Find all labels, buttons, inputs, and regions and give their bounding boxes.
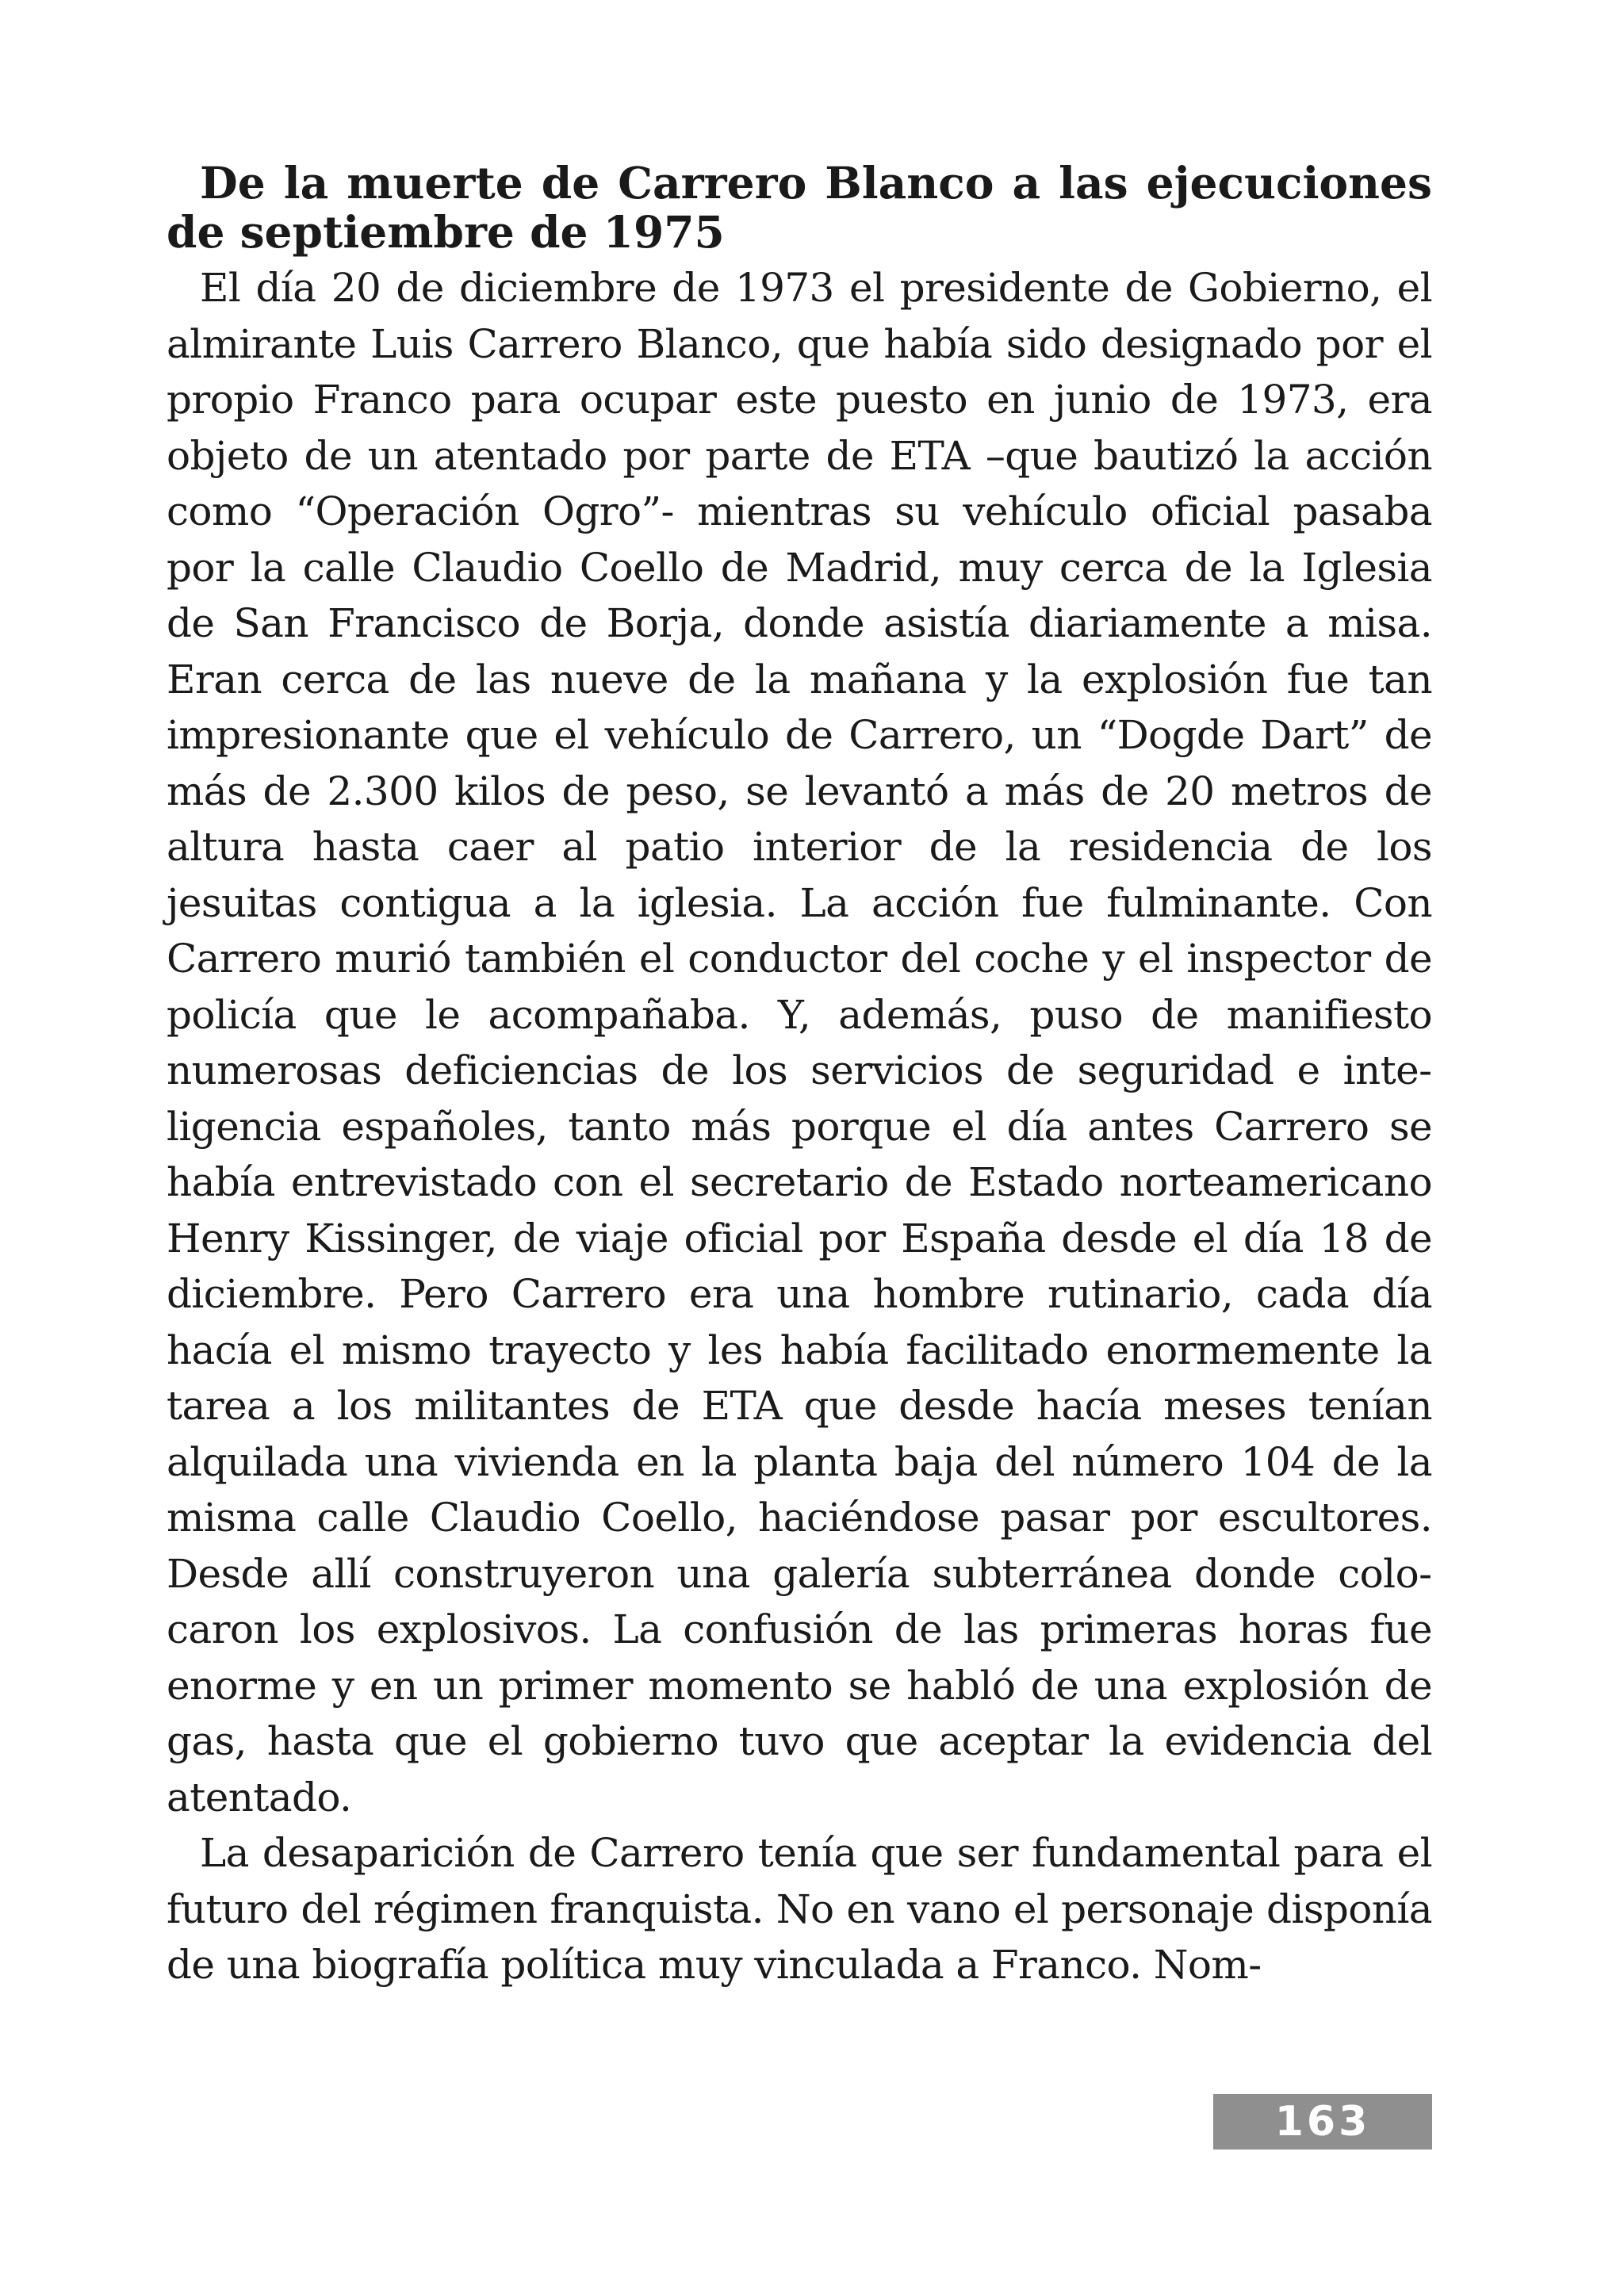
page-content [167, 159, 1432, 1993]
page-number-box [1213, 2094, 1432, 2150]
section-heading: De la muerte de Carrero Blanco a las ejecuciones de septiembre de 1975 [167, 157, 1432, 258]
body-paragraph-1: El día 20 de diciembre de 1973 el presidente de Gobierno, el almirante Luis Carrero Blanco, que había sido designado por el propio Franco para ocupar este puesto en junio de 1973, era objeto de un atentado por parte de ETA –que bautizó la acción como “Operación Ogro”- mientras su vehículo oficial pasaba por la calle Claudio Coello de Madrid, muy cerca de la Iglesia de San Francisco de Borja, donde asistía diariamente a misa. Eran cerca de las nueve de la mañana y la explosión fue tan impresionante que el vehículo de Carrero, un “Dogde Dart” de más de 2.300 kilos de peso, se levantó a más de 20 metros de altura hasta caer al patio interior de la residencia de los jesuitas contigua a la iglesia. La acción fue fulminante. Con Carrero murió también el conductor del coche y el inspector de policía que le acompañaba. Y, además, puso de manifiesto numerosas deficiencias de los servicios de seguridad e inteligencia españoles, tanto más porque el día antes Carrero se había entrevistado con el secretario de Estado norteamericano Henry Kissinger, de viaje oficial por España desde el día 18 de diciembre. Pero Carrero era una hombre rutinario, cada día hacía el mismo trayecto y les había facilitado enormemente la tarea a los militantes de ETA que desde hacía meses tenían alquilada una vivienda en la planta baja del número 104 de la misma calle Claudio Coello, haciéndose pasar por escultores. Desde allí construyeron una galería subterránea donde colocaron los explosivos. La confusión de las primeras horas fue enorme y en un primer momento se habló de una explosión de gas, hasta que el gobierno tuvo que aceptar la evidencia del atentado. [167, 265, 1432, 1820]
body-paragraph-2: La desaparición de Carrero tenía que ser fundamental para el futuro del régimen franquista. No en vano el personaje disponía de una biografía política muy vinculada a Franco. Nom- [167, 1830, 1432, 1988]
page-number: 163 [1274, 2098, 1371, 2146]
